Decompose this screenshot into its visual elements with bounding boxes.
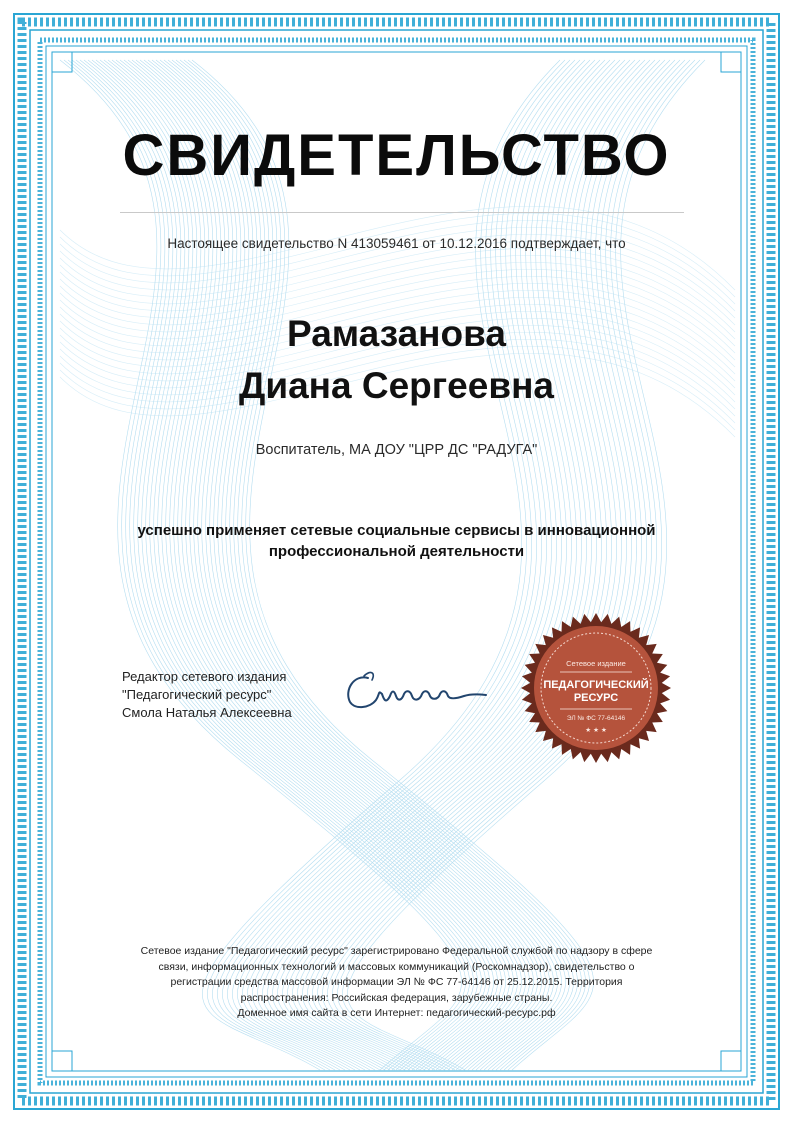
seal-registration: ЭЛ № ФС 77-64146 <box>566 715 626 722</box>
publication-seal <box>520 612 672 764</box>
recipient-surname: Рамазанова <box>287 313 506 354</box>
seal-stars: ★ ★ ★ <box>585 726 607 734</box>
footer-line-5: Доменное имя сайта в сети Интернет: педагогический-ресурс.рф <box>237 1007 556 1019</box>
footer-line-2: связи, информационных технологий и массовых коммуникаций (Роскомнадзор), свидетельство о <box>158 960 635 973</box>
recipient-position: Воспитатель, МА ДОУ "ЦРР ДС "РАДУГА" <box>255 442 538 458</box>
seal-top-text: Сетевое издание <box>566 659 626 668</box>
editor-signature <box>340 660 490 720</box>
footer-line-3: регистрации средства массовой информации ЭЛ № ФС 77-64146 от 25.12.2015. Территория <box>170 976 623 988</box>
editor-role: Редактор сетевого издания <box>122 669 287 684</box>
seal-main-line2: РЕСУРС <box>573 692 619 704</box>
certificate-intro: Настоящее свидетельство N 413059461 от 10.12.2016 подтверждает, что <box>167 236 626 251</box>
editor-publication: "Педагогический ресурс" <box>122 687 272 702</box>
recipient-given-names: Диана Сергеевна <box>238 365 555 406</box>
editor-block <box>122 668 342 722</box>
footer-line-4: распространения: Российская федерация, зарубежные страны. <box>240 991 553 1004</box>
recipient-name <box>0 308 793 412</box>
seal-main-line1: ПЕДАГОГИЧЕСКИЙ <box>543 679 649 691</box>
footer-line-1: Сетевое издание "Педагогический ресурс" зарегистрировано Федеральной службой по надзору в сфере <box>140 945 653 957</box>
editor-name: Смола Наталья Алексеевна <box>122 705 292 720</box>
certificate-title: СВИДЕТЕЛЬСТВО <box>122 123 671 188</box>
achievement-text: успешно применяет сетевые социальные сервисы в инновационной профессиональной деятельности <box>137 522 656 560</box>
title-divider <box>120 212 684 213</box>
registration-footer <box>110 944 683 1022</box>
